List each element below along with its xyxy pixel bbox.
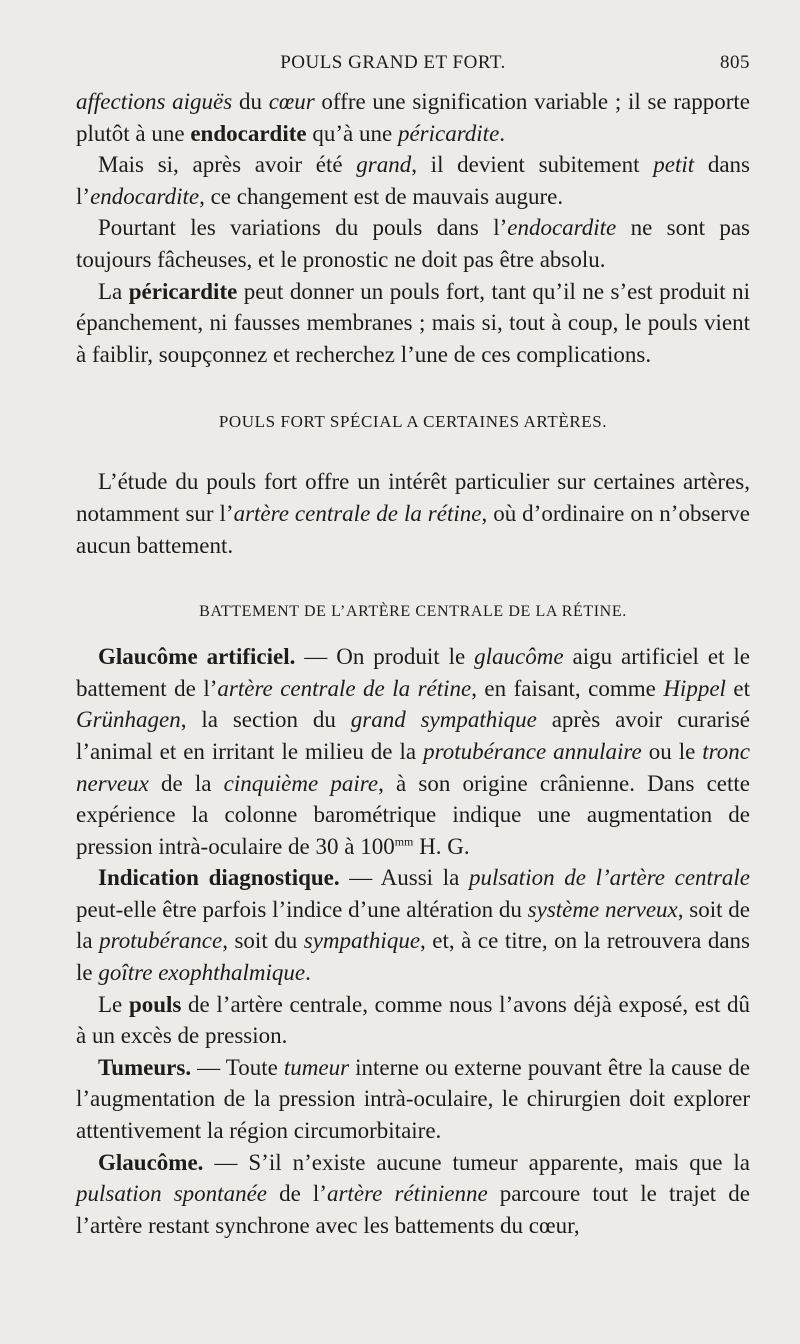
- section-heading-battement: BATTEMENT DE L’ARTÈRE CENTRALE DE LA RÉTINE.: [199, 603, 627, 621]
- paragraph-tumeurs: Tumeurs. — Toute tumeur interne ou externe pouvant être la cause de l’augmentation de la pression intrà-oculaire, le chirurgien doit explorer attentivement la région circumorbitaire.: [76, 1054, 750, 1144]
- paragraph-indication-diagnostique: Indication diagnostique. — Aussi la pulsation de l’artère centrale peut-elle être parfois l’indice d’une altération du système nerveux, soit de la protubérance, soit du sympathique, et, à ce titre, on la retrouvera dans le goître exophthalmique.: [76, 865, 751, 986]
- page-number: 805: [720, 52, 750, 73]
- paragraph-1: affections aiguës du cœur offre une signification variable ; il se rapporte plutôt à une endocardite qu’à une péricardite.: [76, 89, 751, 146]
- paragraph-glaucome: Glaucôme. — S’il n’existe aucune tumeur apparente, mais que la pulsation spontanée de l’artère rétinienne parcoure tout le trajet de l’artère restant synchrone avec les battements du cœur,: [76, 1149, 751, 1238]
- running-header: [76, 52, 750, 86]
- paragraph-5: L’étude du pouls fort offre un intérêt particulier sur certaines artères, notamment sur l’artère centrale de la rétine, où d’ordinaire on n’observe aucun battement.: [76, 469, 750, 558]
- paragraph-3: Pourtant les variations du pouls dans l’endocardite ne sont pas toujours fâcheuses, et le pronostic ne doit pas être absolu.: [76, 215, 750, 272]
- running-title: POULS GRAND ET FORT.: [280, 52, 506, 73]
- paragraph-2: Mais si, après avoir été grand, il devient subitement petit dans l’endocardite, ce changement est de mauvais augure.: [76, 152, 750, 209]
- paragraph-4: La péricardite peut donner un pouls fort, tant qu’il ne s’est produit ni épanchement, ni fausses membranes ; mais si, tout à coup, le pouls vient à faiblir, soupçonnez et recherchez l’une de ces complications.: [76, 278, 750, 367]
- paragraph-pouls-artere-centrale: Le pouls de l’artère centrale, comme nous l’avons déjà exposé, est dû à un excès de pression.: [76, 991, 750, 1049]
- paragraph-glaucome-artificiel: Glaucôme artificiel. — On produit le glaucôme aigu artificiel et le battement de l’artère centrale de la rétine, en faisant, comme Hippel et Grünhagen, la section du grand sympathique après avoir curarisé l’animal et en irritant le milieu de la protubérance annulaire ou le tronc nerveux de la cinquième paire, à son origine crânienne. Dans cette expérience la colonne barométrique indique une augmentation de pression intrà-oculaire de 30 à $100^{mm}$ H. G.: [76, 644, 751, 859]
- section-heading-pouls-fort: POULS FORT SPÉCIAL A CERTAINES ARTÈRES.: [218, 412, 608, 432]
